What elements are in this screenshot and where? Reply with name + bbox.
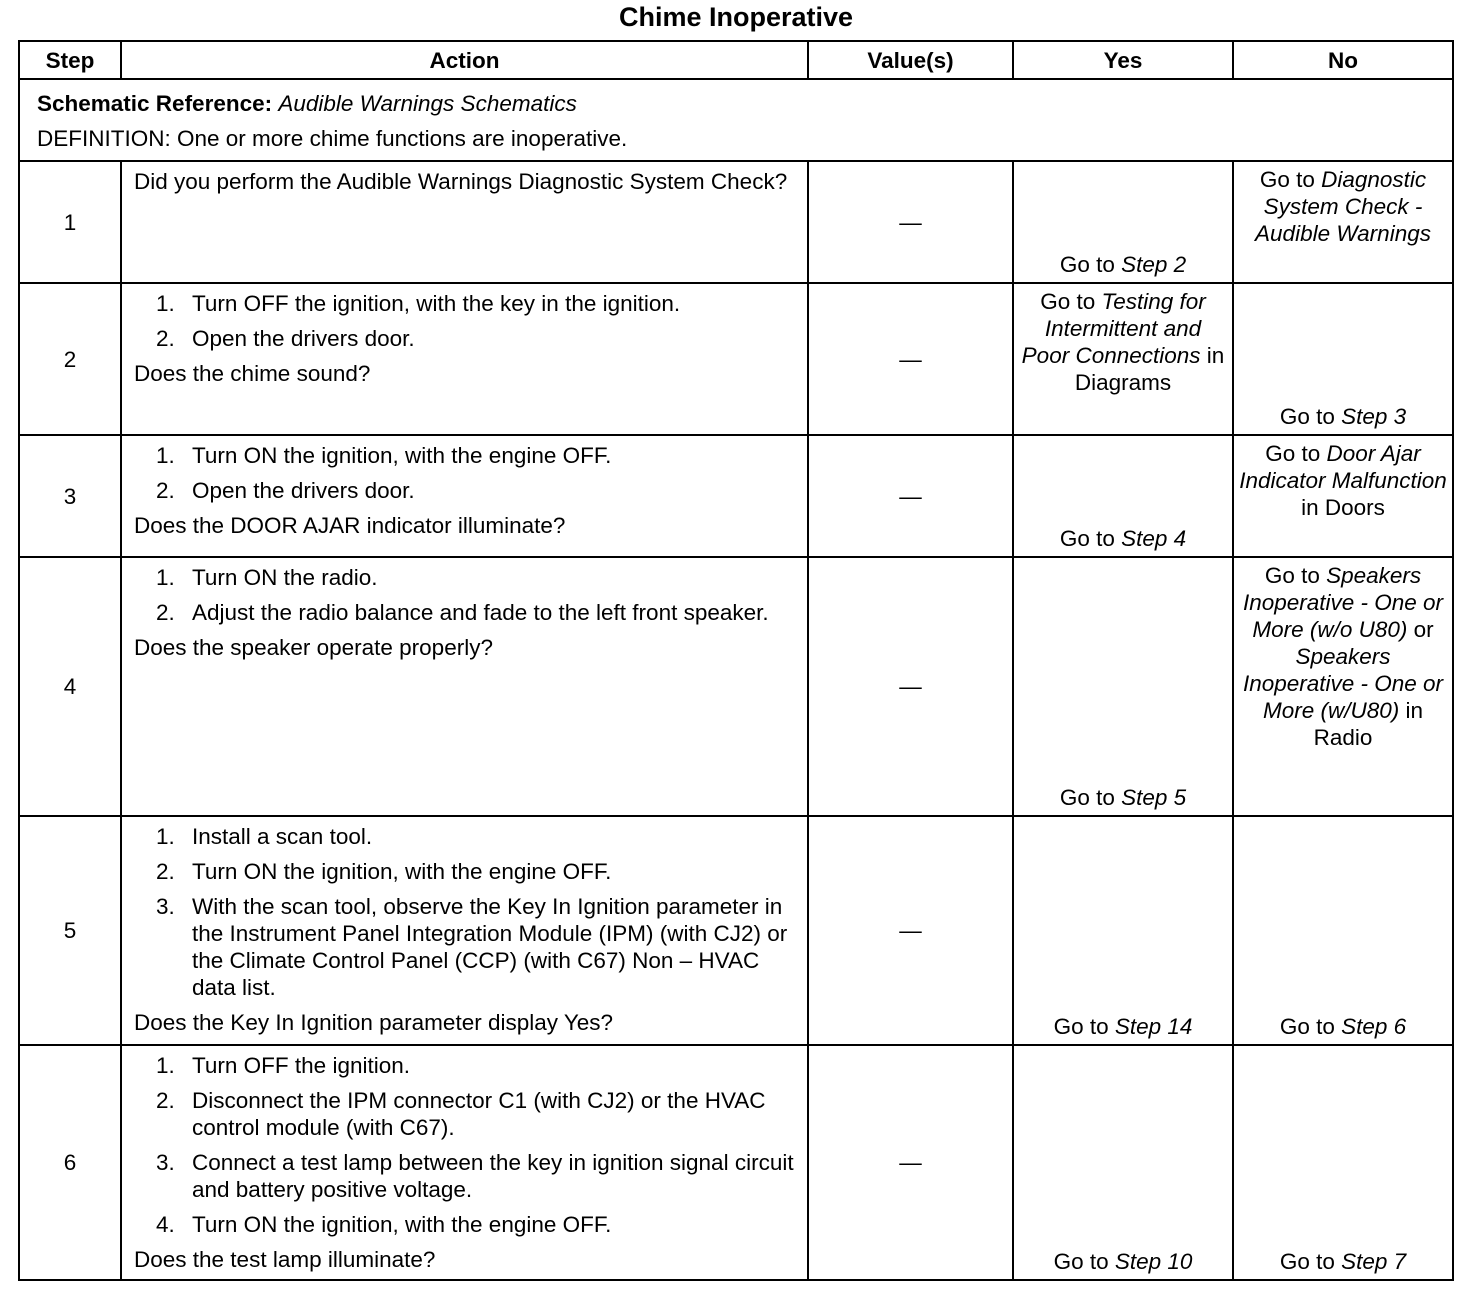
action-step: 3. With the scan tool, observe the Key In Ignition parameter in the Instrument Panel Integration Module (IPM) (with CJ2) or the Climate Control Panel (CCP) (with C67) Non – HVAC data list. <box>156 894 788 1000</box>
action-step: 1. Turn OFF the ignition. <box>156 1053 411 1078</box>
action-steps <box>134 290 795 352</box>
no-link: Speakers Inoperative - One or More (w/o U80) <box>1242 563 1444 642</box>
yes-link: Step 10 <box>1114 1249 1193 1274</box>
yes-cell <box>1013 161 1233 283</box>
action-cell <box>121 161 808 283</box>
action-step: 1. Install a scan tool. <box>156 824 373 849</box>
yes-cell <box>1013 557 1233 816</box>
no-link: Step 6 <box>1341 1014 1407 1039</box>
step-number: 5 <box>19 816 121 1045</box>
action-cell <box>121 283 808 435</box>
page-title: Chime Inoperative <box>618 2 854 32</box>
action-step: 4. Turn ON the ignition, with the engine OFF. <box>156 1212 612 1237</box>
no-prefix: Go to <box>1259 167 1315 192</box>
step-number: 1 <box>19 161 121 283</box>
no-prefix: Go to <box>1264 563 1320 588</box>
table-row <box>19 1045 1453 1280</box>
action-step: 2. Turn ON the ignition, with the engine OFF. <box>156 859 612 884</box>
yes-link: Step 4 <box>1121 526 1187 551</box>
no-link-2: Speakers Inoperative - One or More (w/U80) <box>1242 644 1444 723</box>
action-cell <box>121 557 808 816</box>
value-cell: — <box>808 283 1013 435</box>
no-cell <box>1233 283 1453 435</box>
yes-link: Step 5 <box>1121 785 1187 810</box>
definition <box>37 121 1452 156</box>
no-link: Diagnostic System Check - Audible Warnings <box>1255 167 1431 246</box>
action-step: 2. Adjust the radio balance and fade to the left front speaker. <box>156 600 769 625</box>
yes-prefix: Go to <box>1059 526 1115 551</box>
action-step: 1. Turn OFF the ignition, with the key in the ignition. <box>156 291 681 316</box>
action-question: Does the chime sound? <box>134 361 371 386</box>
yes-cell <box>1013 283 1233 435</box>
value-cell: — <box>808 435 1013 557</box>
column-header-no: No <box>1233 41 1453 79</box>
action-step: 1. Turn ON the radio. <box>156 565 378 590</box>
schematic-reference <box>37 86 1452 121</box>
action-step: 3. Connect a test lamp between the key in ignition signal circuit and battery positive voltage. <box>156 1150 794 1202</box>
yes-prefix: Go to <box>1059 785 1115 810</box>
action-steps <box>134 823 795 1001</box>
action-steps <box>134 1052 795 1238</box>
yes-cell <box>1013 816 1233 1045</box>
value-cell: — <box>808 816 1013 1045</box>
no-prefix: Go to <box>1265 441 1321 466</box>
no-cell <box>1233 1045 1453 1280</box>
definition-text: One or more chime functions are inoperative. <box>177 126 628 151</box>
action-question: Does the DOOR AJAR indicator illuminate? <box>134 513 566 538</box>
action-question: Does the test lamp illuminate? <box>134 1247 436 1272</box>
table-row <box>19 161 1453 283</box>
column-header-values: Value(s) <box>808 41 1013 79</box>
no-link: Step 7 <box>1341 1249 1407 1274</box>
no-link: Door Ajar Indicator Malfunction <box>1239 441 1447 493</box>
table-row <box>19 435 1453 557</box>
no-cell <box>1233 435 1453 557</box>
no-link: Step 3 <box>1341 404 1407 429</box>
yes-suffix: in Diagrams <box>1074 343 1225 395</box>
yes-link: Step 2 <box>1121 252 1187 277</box>
schematic-reference-value: Audible Warnings Schematics <box>278 91 577 116</box>
yes-link: Testing for Intermittent and Poor Connections <box>1021 289 1206 368</box>
no-suffix: in Radio <box>1313 698 1424 750</box>
action-question: Did you perform the Audible Warnings Diagnostic System Check? <box>134 169 788 194</box>
action-steps <box>134 442 795 504</box>
no-mid: or <box>1413 617 1434 642</box>
action-cell <box>121 435 808 557</box>
diagnostic-table <box>18 40 1454 1281</box>
action-step: 2. Open the drivers door. <box>156 478 415 503</box>
action-question: Does the speaker operate properly? <box>134 635 493 660</box>
column-header-step: Step <box>19 41 121 79</box>
no-prefix: Go to <box>1279 1014 1335 1039</box>
value-cell: — <box>808 161 1013 283</box>
step-number: 6 <box>19 1045 121 1280</box>
schematic-reference-label: Schematic Reference: <box>37 91 273 116</box>
action-question: Does the Key In Ignition parameter display Yes? <box>134 1010 614 1035</box>
table-row <box>19 816 1453 1045</box>
yes-cell <box>1013 1045 1233 1280</box>
action-step: 1. Turn ON the ignition, with the engine OFF. <box>156 443 612 468</box>
yes-link: Step 14 <box>1114 1014 1193 1039</box>
action-step: 2. Disconnect the IPM connector C1 (with CJ2) or the HVAC control module (with C67). <box>156 1088 766 1140</box>
table-row <box>19 283 1453 435</box>
no-cell <box>1233 161 1453 283</box>
action-steps <box>134 564 795 626</box>
no-suffix: in Doors <box>1301 495 1385 520</box>
table-row <box>19 557 1453 816</box>
no-cell <box>1233 557 1453 816</box>
schematic-cell <box>19 79 1453 161</box>
action-step: 2. Open the drivers door. <box>156 326 415 351</box>
step-number: 2 <box>19 283 121 435</box>
yes-prefix: Go to <box>1059 252 1115 277</box>
step-number: 4 <box>19 557 121 816</box>
column-header-action: Action <box>121 41 808 79</box>
value-cell: — <box>808 557 1013 816</box>
value-cell: — <box>808 1045 1013 1280</box>
yes-prefix: Go to <box>1040 289 1096 314</box>
action-cell <box>121 1045 808 1280</box>
no-cell <box>1233 816 1453 1045</box>
yes-cell <box>1013 435 1233 557</box>
step-number: 3 <box>19 435 121 557</box>
yes-prefix: Go to <box>1053 1014 1109 1039</box>
yes-prefix: Go to <box>1053 1249 1109 1274</box>
action-cell <box>121 816 808 1045</box>
column-header-yes: Yes <box>1013 41 1233 79</box>
no-prefix: Go to <box>1279 1249 1335 1274</box>
definition-label: DEFINITION: <box>37 126 171 151</box>
schematic-row <box>19 79 1453 161</box>
no-prefix: Go to <box>1279 404 1335 429</box>
header-row <box>19 41 1453 79</box>
